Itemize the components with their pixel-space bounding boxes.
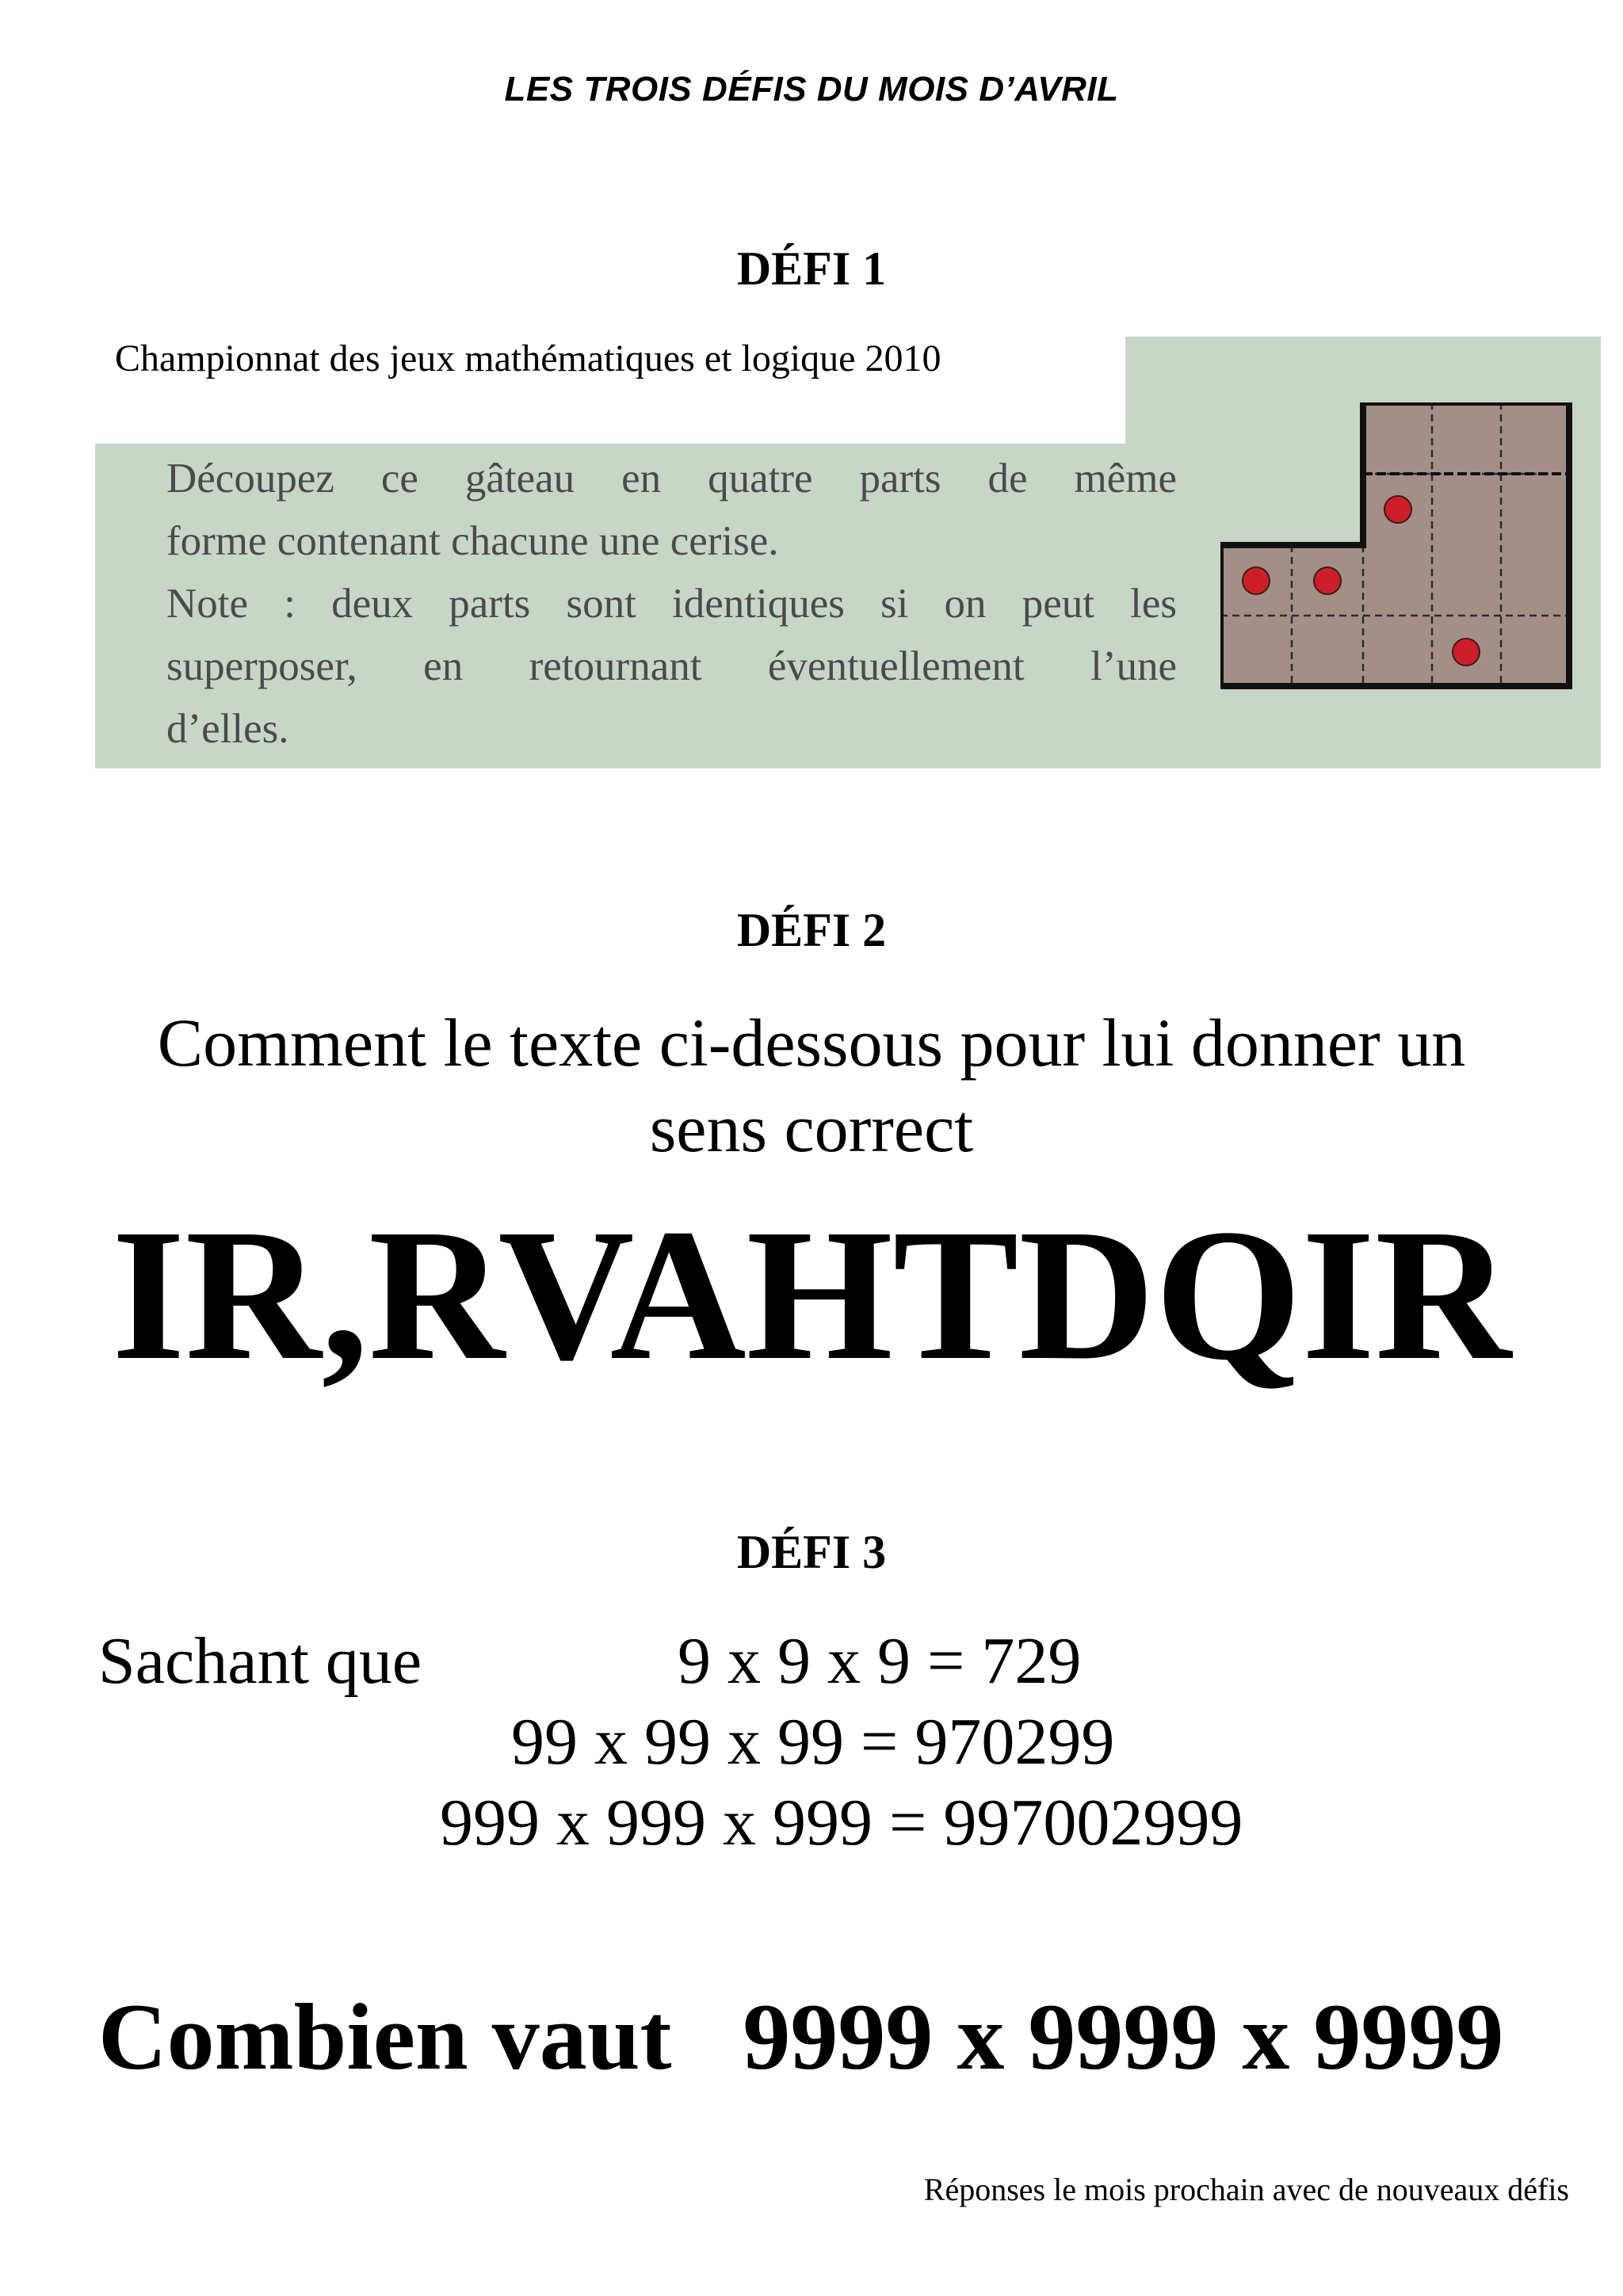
question-expression: 9999 x 9999 x 9999 (743, 1984, 1504, 2089)
defi2-question (48, 1000, 1575, 1171)
question-line: Comment le texte ci-dessous pour lui donner un (157, 1005, 1466, 1081)
cherry-icon (1384, 496, 1411, 523)
puzzle-line: Note : deux parts sont identiques si on peut les (166, 581, 1177, 627)
equation: 99 x 99 x 99 = 970299 (511, 1705, 1115, 1779)
cake-grid-diagram (1220, 402, 1577, 696)
puzzle-line: superposer, en retournant éventuellement l’une (166, 643, 1177, 689)
puzzle-line: d’elles. (166, 706, 289, 752)
equation: 9 x 9 x 9 = 729 (678, 1624, 1082, 1698)
question-label: Combien vaut (98, 1984, 672, 2089)
cherry-icon (1314, 567, 1341, 594)
page-header: LES TROIS DÉFIS DU MOIS D’AVRIL (504, 70, 1119, 109)
puzzle-instructions (166, 448, 1177, 761)
equation: 999 x 999 x 999 = 997002999 (440, 1786, 1243, 1859)
defi3-question (98, 1982, 1503, 2092)
defi3-intro: Sachant que (98, 1624, 422, 1698)
cherry-icon (1243, 567, 1270, 594)
cherry-icon (1453, 639, 1480, 666)
coded-text: IR,RVAHTDQIR (112, 1191, 1511, 1399)
footer-note: Réponses le mois prochain avec de nouveaux défis (923, 2172, 1569, 2207)
defi3-title: DÉFI 3 (736, 1526, 887, 1578)
puzzle-source: Championnat des jeux mathématiques et logique 2010 (115, 338, 941, 379)
defi1-title: DÉFI 1 (736, 242, 887, 295)
puzzle-line: forme contenant chacune une cerise. (166, 518, 779, 564)
defi2-title: DÉFI 2 (736, 904, 887, 956)
question-line: sens correct (649, 1090, 974, 1166)
puzzle-line: Découpez ce gâteau en quatre parts de même (166, 456, 1177, 502)
